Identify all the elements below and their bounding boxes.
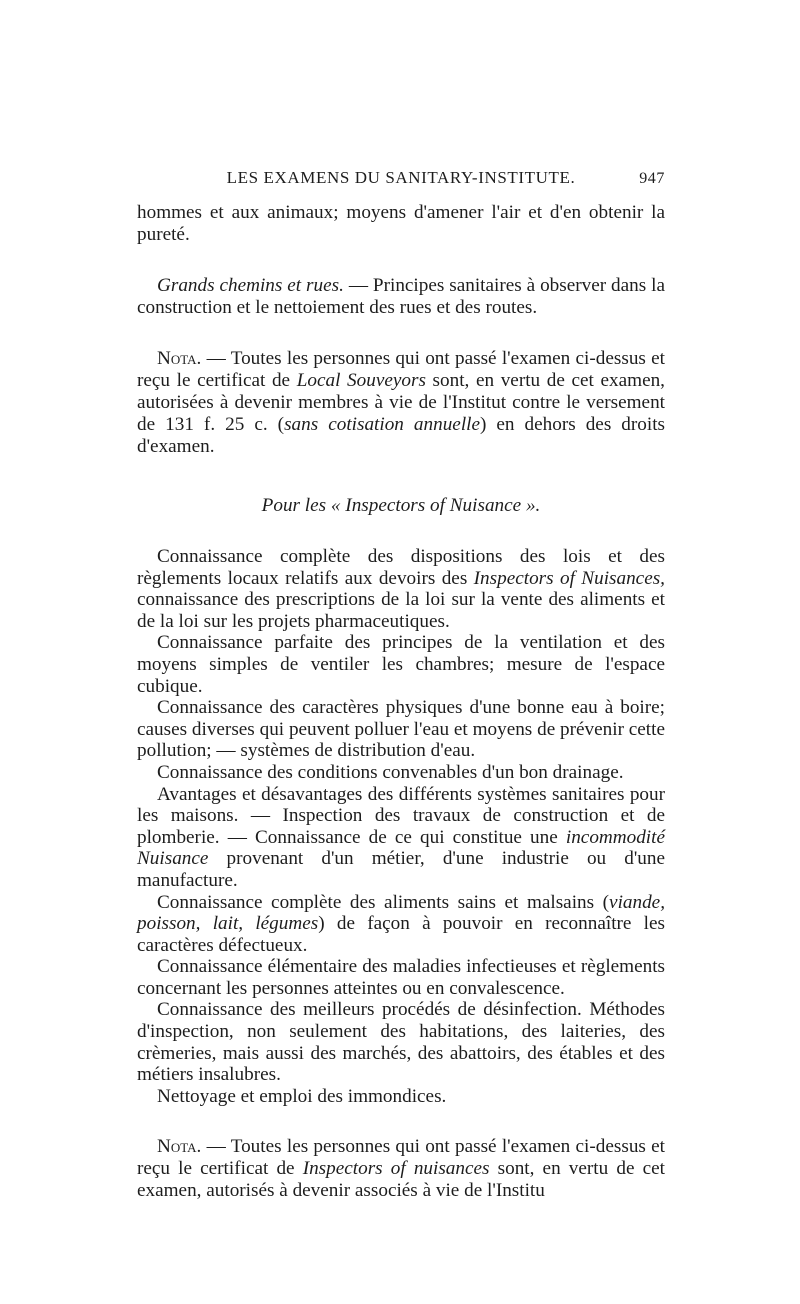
list-item: [137, 546, 665, 632]
requirements-list: [137, 546, 665, 1107]
nota-emphasis: Local Souveyors: [296, 370, 426, 391]
opening-paragraph: hommes et aux animaux; moyens d'amener l'air et d'en obtenir la pureté.: [137, 202, 665, 245]
list-item: [137, 1086, 665, 1108]
item-text: Connaissance complète des dispositions des lois et des règlements locaux relatifs aux devoirs des: [137, 546, 665, 589]
grands-chemins-text: — Principes sanitaires à observer dans la construction et le nettoiement des rues et des routes.: [137, 275, 665, 318]
item-text: provenant d'un métier, d'une industrie ou d'une manufacture.: [137, 848, 665, 891]
page-number: 947: [639, 170, 665, 187]
item-text: Connaissance complète des aliments sains et malsains (: [157, 891, 610, 913]
list-item: [137, 956, 665, 999]
nota-emphasis: Inspectors of nuisances: [302, 1158, 490, 1180]
list-item: [137, 762, 665, 784]
nota-label: Nota.: [157, 1136, 202, 1158]
nota-text: — Toutes les personnes qui ont passé l'examen ci-dessus et reçu le certificat de: [137, 348, 665, 391]
list-item: [137, 892, 665, 957]
nota-paragraph-2: [137, 1136, 665, 1202]
running-title: LES EXAMENS DU SANITARY-INSTITUTE.: [226, 168, 576, 187]
item-text: Connaissance des meilleurs procédés de désinfection. Méthodes d'inspection, non seulement des habitations, des laiteries, des crèmeries, mais aussi des marchés, des abattoirs, des étables et des métiers insalubres.: [137, 999, 665, 1086]
nota-emphasis: sans cotisation annuelle: [284, 414, 480, 435]
item-emphasis: incommodité Nuisance: [137, 826, 665, 870]
item-emphasis: Inspectors of Nuisances,: [473, 567, 665, 589]
item-text: Connaissance des caractères physiques d'une bonne eau à boire; causes diverses qui peuvent polluer l'eau et moyens de prévenir cette pollution; — systèmes de distribution d'eau.: [137, 697, 665, 762]
item-text: Connaissance des conditions convenables d'un bon drainage.: [157, 761, 624, 783]
nota-text: sont, en vertu de cet examen, autorisées à devenir membres à vie de l'Institut contre le versement de 131 f. 25 c. (: [137, 370, 665, 435]
list-item: [137, 632, 665, 697]
list-item: [137, 999, 665, 1085]
grands-chemins-paragraph: [137, 275, 665, 319]
list-item: [137, 697, 665, 762]
item-emphasis: viande, poisson, lait, légumes: [137, 891, 665, 935]
grands-chemins-title: Grands chemins et rues.: [157, 275, 344, 296]
nota-text: — Toutes les personnes qui ont passé l'examen ci-dessus et reçu le certificat de: [137, 1136, 665, 1180]
nota-text: ) en dehors des droits d'examen.: [137, 414, 666, 457]
item-text: Connaissance élémentaire des maladies infectieuses et règlements concernant les personnes atteintes ou en convalescence.: [137, 956, 665, 999]
nota-label: Nota.: [157, 348, 202, 369]
running-head: [137, 168, 665, 202]
item-text: Connaissance parfaite des principes de la ventilation et des moyens simples de ventiler les chambres; mesure de l'espace cubique.: [137, 632, 665, 697]
nota-paragraph-1: [137, 348, 665, 458]
item-text: Nettoyage et emploi des immondices.: [157, 1085, 447, 1107]
list-item: [137, 784, 665, 892]
item-text: Avantages et désavantages des différents systèmes sanitaires pour les maisons. — Inspection des travaux de construction et de plomberie. — Connaissance de ce qui constitue une: [137, 783, 665, 848]
book-page: [137, 168, 665, 1202]
section-heading: Pour les « Inspectors of Nuisance ».: [261, 495, 541, 516]
nota-text: sont, en vertu de cet examen, autorisés à devenir associés à vie de l'Institu: [137, 1158, 665, 1202]
item-text: ) de façon à pouvoir en reconnaître les caractères défectueux.: [137, 913, 665, 956]
item-text: connaissance des prescriptions de la loi sur la vente des aliments et de la loi sur les projets pharmaceutiques.: [137, 589, 665, 632]
